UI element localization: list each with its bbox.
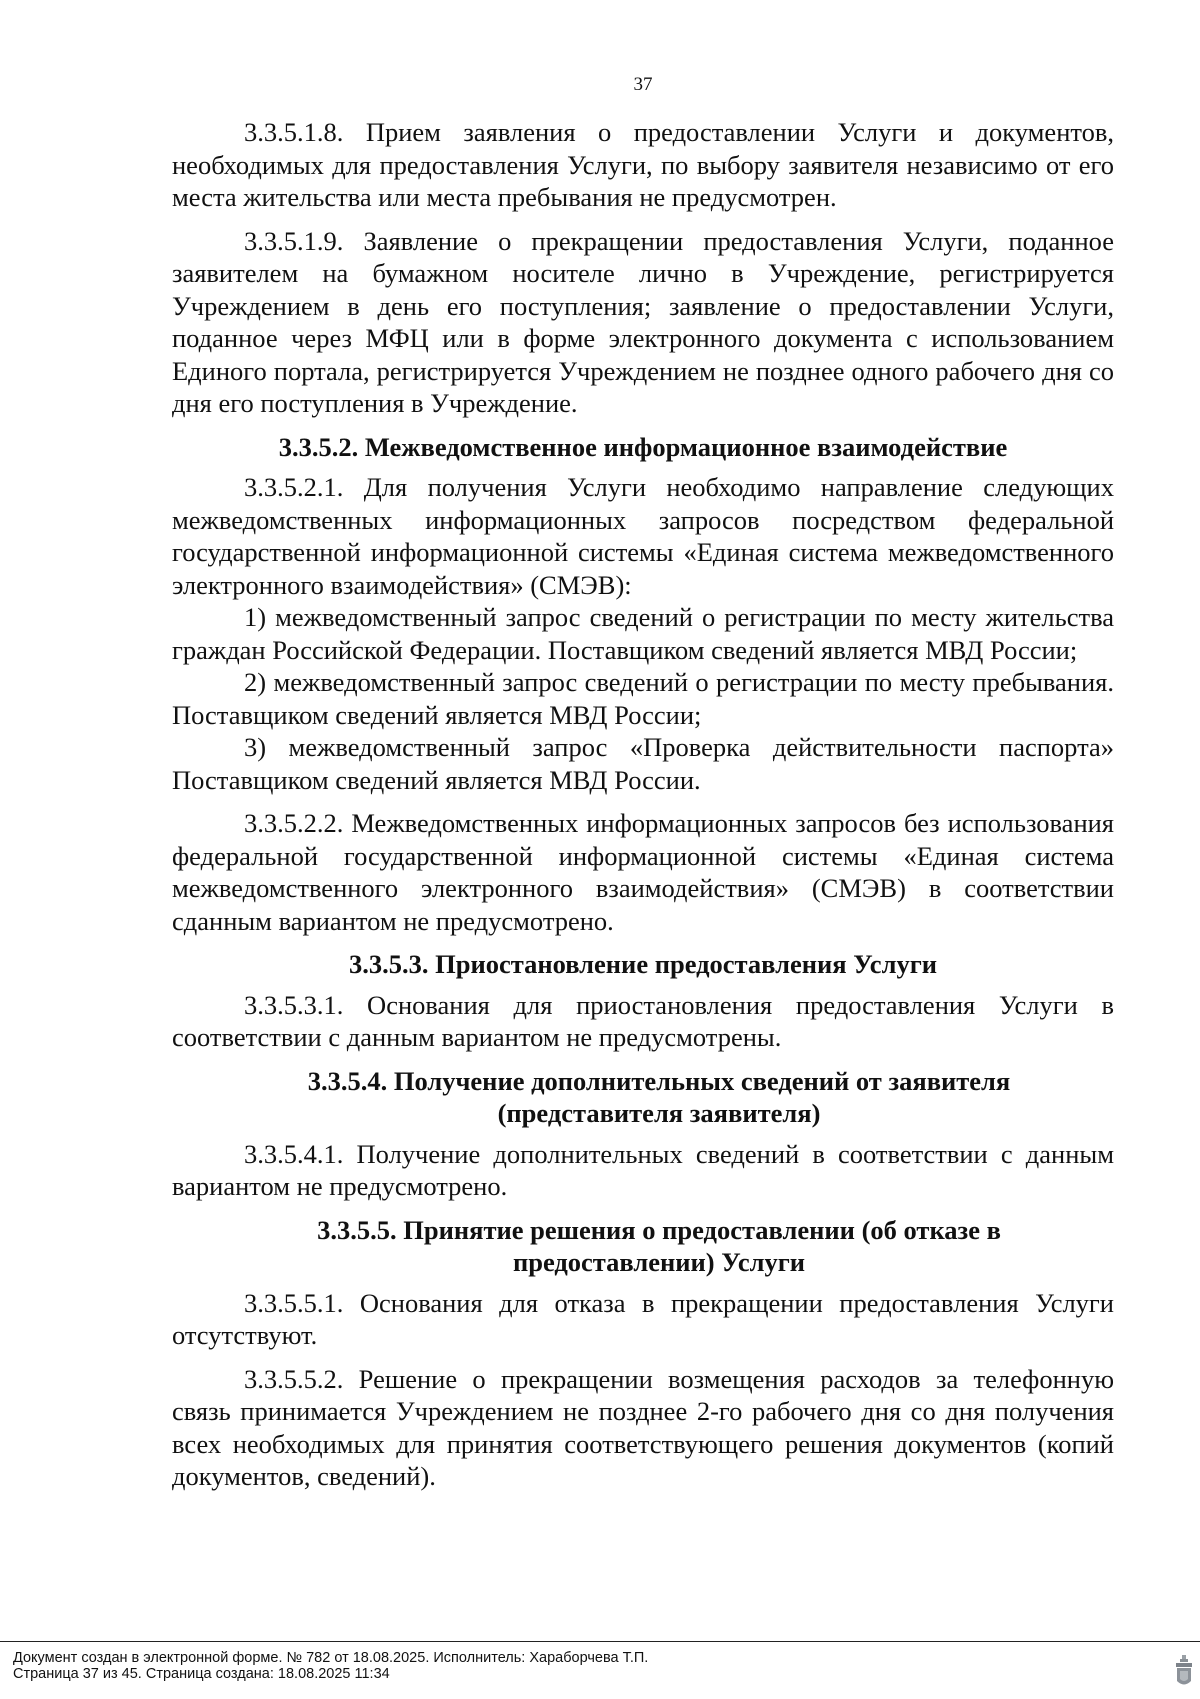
section-heading: 3.3.5.2. Межведомственное информационное взаимодействие xyxy=(278,431,1008,462)
section-heading xyxy=(172,1065,1114,1130)
section-heading: 3.3.5.3. Приостановление предоставления Услуги xyxy=(348,949,937,979)
paragraph: 2) межведомственный запрос сведений о регистрации по месту пребывания. Поставщиком сведений является МВД России; xyxy=(172,667,1114,730)
footer-line-2: Страница 37 из 45. Страница создана: 18.08.2025 11:34 xyxy=(13,1666,390,1682)
footer-line-1: Документ создан в электронной форме. № 782 от 18.08.2025. Исполнитель: Хараборчева Т.П. xyxy=(13,1650,649,1666)
paragraph: 3.3.5.4.1. Получение дополнительных сведений в соответствии с данным вариантом не предусмотрено. xyxy=(172,1138,1114,1201)
paragraph: 3.3.5.2.1. Для получения Услуги необходимо направление следующих межведомственных информационных запросов посредством федеральной государственной информационной системы «Единая система межведомственного электронного взаимодействия» (СМЭВ): xyxy=(172,472,1114,600)
paragraph: 3.3.5.5.2. Решение о прекращении возмещения расходов за телефонную связь принимается Учреждением не позднее 2-го рабочего дня со дня получения всех необходимых для принятия соответствующего решения документов (копий документов, сведений). xyxy=(172,1363,1114,1491)
footer-text xyxy=(13,1650,648,1682)
section-heading-line: 3.3.5.4. Получение дополнительных сведений от заявителя xyxy=(307,1065,1011,1096)
document-footer xyxy=(0,1641,1200,1699)
paragraph: 3.3.5.5.1. Основания для отказа в прекращении предоставления Услуги отсутствуют. xyxy=(172,1287,1114,1350)
page-number: 37 xyxy=(633,74,653,95)
section-heading-line: (представителя заявителя) xyxy=(497,1098,821,1128)
paragraph: 3.3.5.1.8. Прием заявления о предоставлении Услуги и документов, необходимых для предоставления Услуги, по выбору заявителя независимо от его места жительства или места пребывания не предусмотрен. xyxy=(172,117,1114,212)
section-heading-line: 3.3.5.5. Принятие решения о предоставлении (об отказе в xyxy=(317,1214,1001,1245)
paragraph: 3) межведомственный запрос «Проверка действительности паспорта» Поставщиком сведений является МВД России. xyxy=(172,732,1114,795)
section-heading xyxy=(172,1214,1114,1279)
paragraph: 3.3.5.3.1. Основания для приостановления предоставления Услуги в соответствии с данным вариантом не предусмотрены. xyxy=(172,989,1114,1052)
document-body xyxy=(172,116,1114,1504)
paragraph: 1) межведомственный запрос сведений о регистрации по месту жительства граждан Российской Федерации. Поставщиком сведений является МВД России; xyxy=(172,602,1114,665)
paragraph: 3.3.5.2.2. Межведомственных информационных запросов без использования федеральной государственной информационной системы «Единая система межведомственного электронного взаимодействия» (СМЭВ) в соответствии сданным вариантом не предусмотрено. xyxy=(172,808,1114,936)
section-heading-line: предоставлении) Услуги xyxy=(512,1247,806,1277)
coat-of-arms-icon xyxy=(1174,1654,1194,1690)
paragraph: 3.3.5.1.9. Заявление о прекращении предоставления Услуги, поданное заявителем на бумажном носителе лично в Учреждение, регистрируется Учреждением в день его поступления; заявление о предоставлении Услуги, поданное через МФЦ или в форме электронного документа с использованием Единого портала, регистрируется Учреждением не позднее одного рабочего дня со дня его поступления в Учреждение. xyxy=(172,225,1114,418)
